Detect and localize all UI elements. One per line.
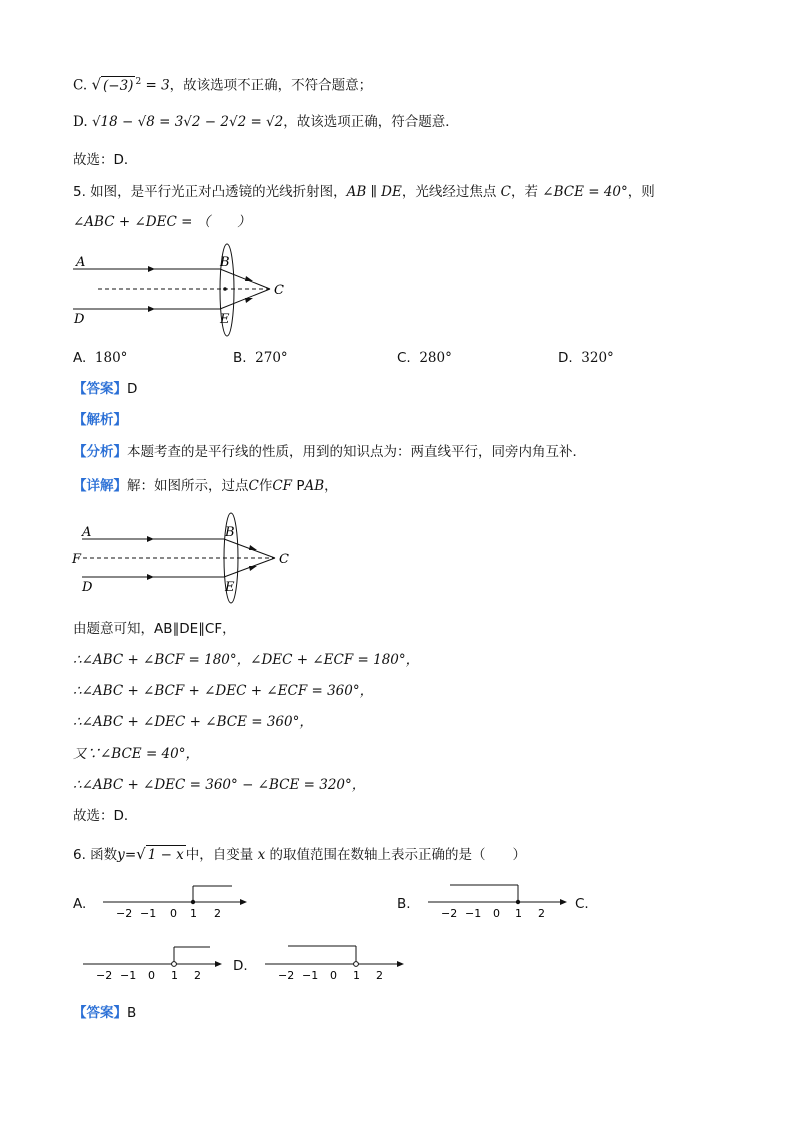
nl-a-tick-2: 0 <box>170 907 177 920</box>
answer-value: D <box>127 381 138 397</box>
q5-answer <box>73 380 137 398</box>
q6-option-b-label[interactable]: B. <box>397 896 411 912</box>
xiangjie-end: ， <box>324 478 338 494</box>
exponent: 2 <box>135 77 142 87</box>
nl-c-tick-4: 2 <box>194 969 201 982</box>
nl-b-tick-2: 0 <box>493 907 500 920</box>
nl-c-tick-2: 0 <box>148 969 155 982</box>
xiangjie-text: 解：如图所示，过点 <box>127 478 249 494</box>
q5-option-a[interactable] <box>73 350 127 366</box>
option-c-letter: C. <box>73 77 92 94</box>
number-line-a <box>100 880 250 925</box>
fig1-label-d: D <box>74 312 85 327</box>
q6-eq: = <box>124 847 137 863</box>
q6-stem-a: 6. 函数 <box>73 847 118 863</box>
q6-radical-sign: √ <box>136 845 146 863</box>
q5-option-c-label: C. <box>397 350 411 366</box>
fig1-label-e: E <box>220 312 230 327</box>
option-d-line <box>73 113 459 131</box>
q5-stem-text: 5. 如图，是平行光正对凸透镜的光线折射图， <box>73 184 347 200</box>
nl-c-tick-3: 1 <box>171 969 178 982</box>
radicand: (−3) <box>103 77 134 94</box>
nl-c-tick-0: −2 <box>96 969 113 982</box>
fig2-label-c: C <box>279 552 289 567</box>
q5-stem-text-c: ，若 <box>510 184 543 200</box>
fenxi-tag: 【分析】 <box>73 444 127 460</box>
step-4: ∴∠ABC + ∠DEC + ∠BCE = 360°， <box>73 714 313 730</box>
q5-ab-de: AB ∥ DE <box>346 184 402 200</box>
option-c-line <box>73 73 372 95</box>
q6-stem-c: 的取值范围在数轴上表示正确的是（ ） <box>265 847 527 863</box>
nl-c-tick-1: −1 <box>120 969 137 982</box>
xiangjie-p: P <box>292 478 305 494</box>
q5-stem-line1 <box>73 183 655 201</box>
q6-option-d-label[interactable]: D. <box>233 958 248 974</box>
answer-tag: 【答案】 <box>73 381 127 397</box>
nl-a-tick-0: −2 <box>116 907 133 920</box>
nl-d-tick-0: −2 <box>278 969 295 982</box>
step-1: 由题意可知，AB∥DE∥CF， <box>73 621 236 637</box>
xiangjie-tag: 【详解】 <box>73 478 127 494</box>
q5-fenxi <box>73 443 586 461</box>
option-d-letter: D. <box>73 114 92 130</box>
q5-option-d[interactable] <box>558 350 614 366</box>
number-line-c <box>80 942 230 987</box>
option-c-comment: ，故该选项不正确，不符合题意； <box>169 77 373 94</box>
fig2-label-e: E <box>225 580 235 595</box>
nl-b-tick-3: 1 <box>515 907 522 920</box>
fig2-label-f: F <box>72 552 82 567</box>
fenxi-text: 本题考查的是平行线的性质，用到的知识点为：两直线平行，同旁内角互补． <box>127 444 586 460</box>
q6-var-y: y <box>117 847 125 863</box>
q6-option-c-label[interactable]: C. <box>575 896 589 912</box>
q5-analysis <box>73 411 127 429</box>
q6-stem-b: 中，自变量 <box>185 847 258 863</box>
equation-result: = 3 <box>141 77 170 94</box>
number-line-b <box>425 880 575 925</box>
step-5: 又∵∠BCE = 40°， <box>73 746 199 762</box>
q5-option-d-value: 320° <box>581 350 614 366</box>
number-line-d <box>262 942 412 987</box>
fig1-label-a: A <box>76 255 86 270</box>
xiangjie-ab: AB <box>304 478 325 494</box>
nl-b-tick-1: −1 <box>465 907 482 920</box>
q5-xiangjie <box>73 477 338 495</box>
q5-option-a-label: A. <box>73 350 87 366</box>
q6-stem <box>73 845 526 864</box>
q6-answer <box>73 1004 136 1022</box>
q5-stem-line2: ∠ABC + ∠DEC = （ ） <box>73 214 251 230</box>
nl-d-tick-1: −1 <box>302 969 319 982</box>
q6-answer-value: B <box>127 1005 137 1021</box>
step-2: ∴∠ABC + ∠BCF = 180°，∠DEC + ∠ECF = 180°， <box>73 652 420 668</box>
nl-b-tick-0: −2 <box>441 907 458 920</box>
option-d-comment: ，故该选项正确，符合题意． <box>283 114 459 130</box>
q5-angle: ∠BCE = 40° <box>542 184 628 200</box>
q5-point-c: C <box>500 184 511 200</box>
step-6: ∴∠ABC + ∠DEC = 360° − ∠BCE = 320°， <box>73 777 366 793</box>
fig2-label-d: D <box>82 580 93 595</box>
q5-stem-text-d: ，则 <box>627 184 655 200</box>
q5-option-b-value: 270° <box>255 350 288 366</box>
nl-b-tick-4: 2 <box>538 907 545 920</box>
xiangjie-point-c: C <box>248 478 259 494</box>
q5-option-b-label: B. <box>233 350 247 366</box>
q5-stem-text-b: ，光线经过焦点 <box>401 184 501 200</box>
analysis-tag: 【解析】 <box>73 412 127 428</box>
q6-var-x: x <box>257 847 266 863</box>
xiangjie-cf: CF <box>272 478 293 494</box>
q6-radicand: 1 − x <box>147 847 184 863</box>
xiangjie-text-2: 作 <box>258 478 273 494</box>
fig2-label-a: A <box>82 525 92 540</box>
q5-option-c[interactable] <box>397 350 452 366</box>
fig1-label-b: B <box>220 255 230 270</box>
nl-a-tick-3: 1 <box>190 907 197 920</box>
choose-answer-1: 故选：D． <box>73 152 138 168</box>
step-3: ∴∠ABC + ∠BCF + ∠DEC + ∠ECF = 360°， <box>73 683 374 699</box>
nl-a-tick-4: 2 <box>214 907 221 920</box>
q6-option-a-label[interactable]: A. <box>73 896 87 912</box>
radical-sign: √ <box>91 75 101 94</box>
nl-d-tick-4: 2 <box>376 969 383 982</box>
fig2-label-b: B <box>225 525 235 540</box>
lens-figure-1 <box>70 243 300 343</box>
option-d-expression: √18 − √8 = 3√2 − 2√2 = √2 <box>91 114 284 130</box>
nl-d-tick-2: 0 <box>330 969 337 982</box>
q5-option-d-label: D. <box>558 350 573 366</box>
step-7: 故选：D． <box>73 808 138 824</box>
q5-option-c-value: 280° <box>419 350 452 366</box>
q6-answer-tag: 【答案】 <box>73 1005 127 1021</box>
lens-figure-2 <box>70 512 300 612</box>
q5-option-b[interactable] <box>233 350 288 366</box>
nl-d-tick-3: 1 <box>353 969 360 982</box>
fig1-label-c: C <box>274 283 284 298</box>
q5-option-a-value: 180° <box>94 350 128 366</box>
nl-a-tick-1: −1 <box>140 907 157 920</box>
